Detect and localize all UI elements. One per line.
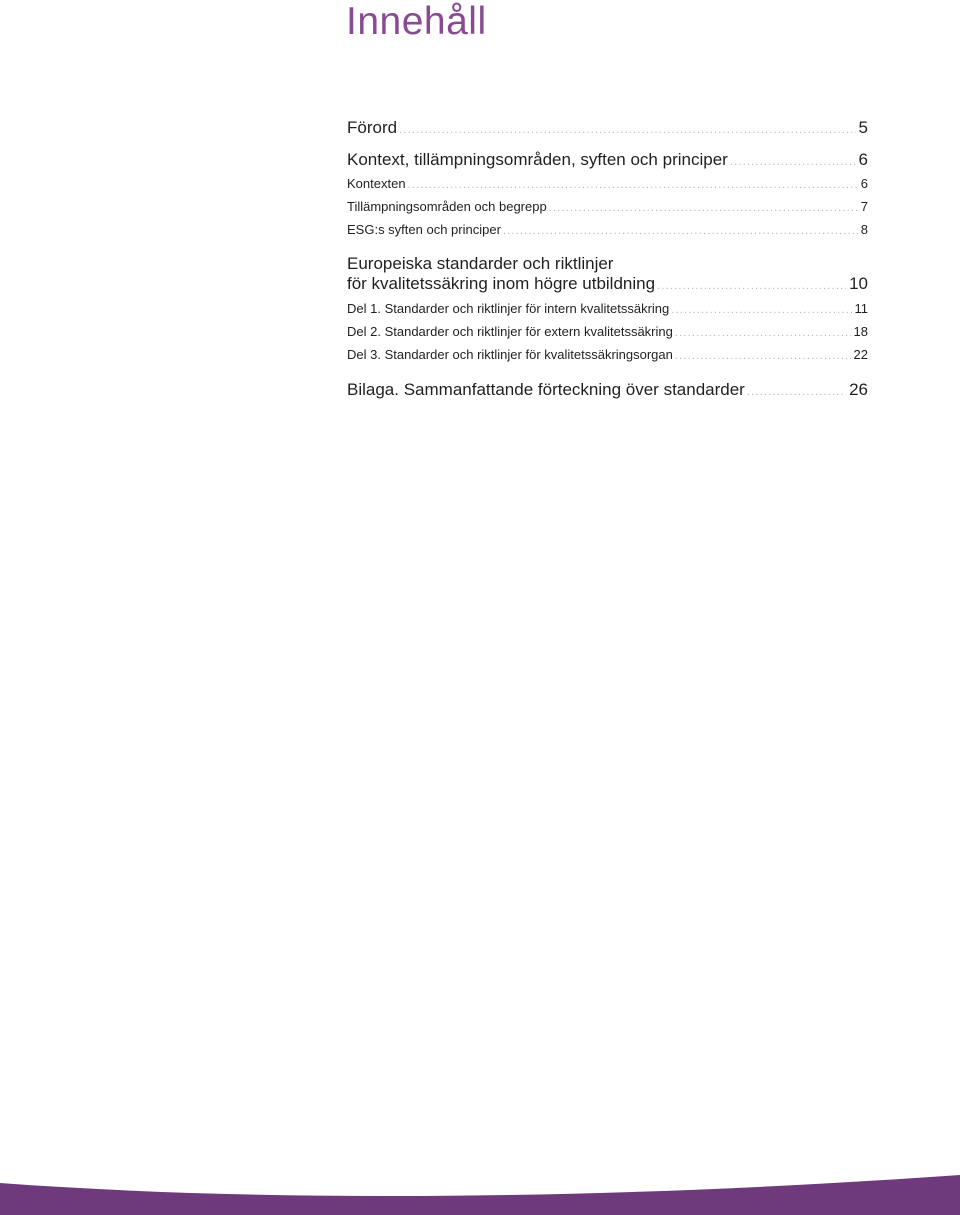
toc-entry-del1[interactable] [347, 298, 868, 321]
toc-entry-forord[interactable] [347, 117, 868, 141]
toc-entry-europeiska[interactable] [347, 254, 868, 296]
page-title: Innehåll [346, 0, 487, 43]
dot-leader [675, 345, 851, 367]
dot-leader [503, 220, 858, 242]
dot-leader [671, 299, 851, 321]
toc-entry-page: 22 [853, 347, 868, 362]
dot-leader [657, 276, 846, 296]
toc-entry-tillampning[interactable] [347, 196, 868, 219]
dot-leader [675, 322, 851, 344]
toc-entry-kontext[interactable] [347, 149, 868, 173]
toc-entry-page: 6 [858, 150, 868, 169]
toc-entry-del2[interactable] [347, 321, 868, 344]
toc-entry-line2 [347, 274, 868, 296]
toc-entry-label: Del 3. Standarder och riktlinjer för kvalitetssäkringsorgan [347, 347, 673, 362]
dot-leader [399, 119, 855, 141]
toc-entry-page: 7 [860, 199, 868, 214]
toc-entry-label: ESG:s syften och principer [347, 222, 501, 237]
toc-entry-label: Kontexten [347, 176, 406, 191]
toc-entry-page: 18 [853, 324, 868, 339]
toc-entry-page: 10 [849, 274, 868, 293]
toc-entry-label: Bilaga. Sammanfattande förteckning över standarder [347, 380, 745, 399]
toc-entry-page: 8 [860, 222, 868, 237]
toc-entry-kontexten[interactable] [347, 173, 868, 196]
toc-entry-label-line1: Europeiska standarder och riktlinjer [347, 254, 614, 273]
toc-entry-label: Kontext, tillämpningsområden, syften och principer [347, 150, 728, 169]
dot-leader [730, 151, 856, 173]
toc-entry-label: Del 2. Standarder och riktlinjer för extern kvalitetssäkring [347, 324, 673, 339]
toc-entry-page: 6 [860, 176, 868, 191]
toc-entry-page: 11 [854, 301, 868, 316]
dot-leader [549, 197, 858, 219]
toc-entry-label: Del 1. Standarder och riktlinjer för intern kvalitetssäkring [347, 301, 670, 316]
toc-entry-label: Förord [347, 118, 398, 137]
footer-band [0, 1175, 960, 1215]
footer-wave [0, 1175, 960, 1215]
dot-leader [408, 174, 858, 196]
dot-leader [747, 381, 846, 403]
toc-entry-label: för kvalitetssäkring inom högre utbildning [347, 274, 656, 293]
toc-entry-label: Tillämpningsområden och begrepp [347, 199, 547, 214]
toc-entry-bilaga[interactable] [347, 379, 868, 403]
toc-entry-page: 26 [849, 380, 868, 399]
toc-entry-del3[interactable] [347, 344, 868, 367]
toc-entry-page: 5 [858, 118, 868, 137]
toc-entry-esg[interactable] [347, 219, 868, 242]
table-of-contents [347, 117, 868, 403]
